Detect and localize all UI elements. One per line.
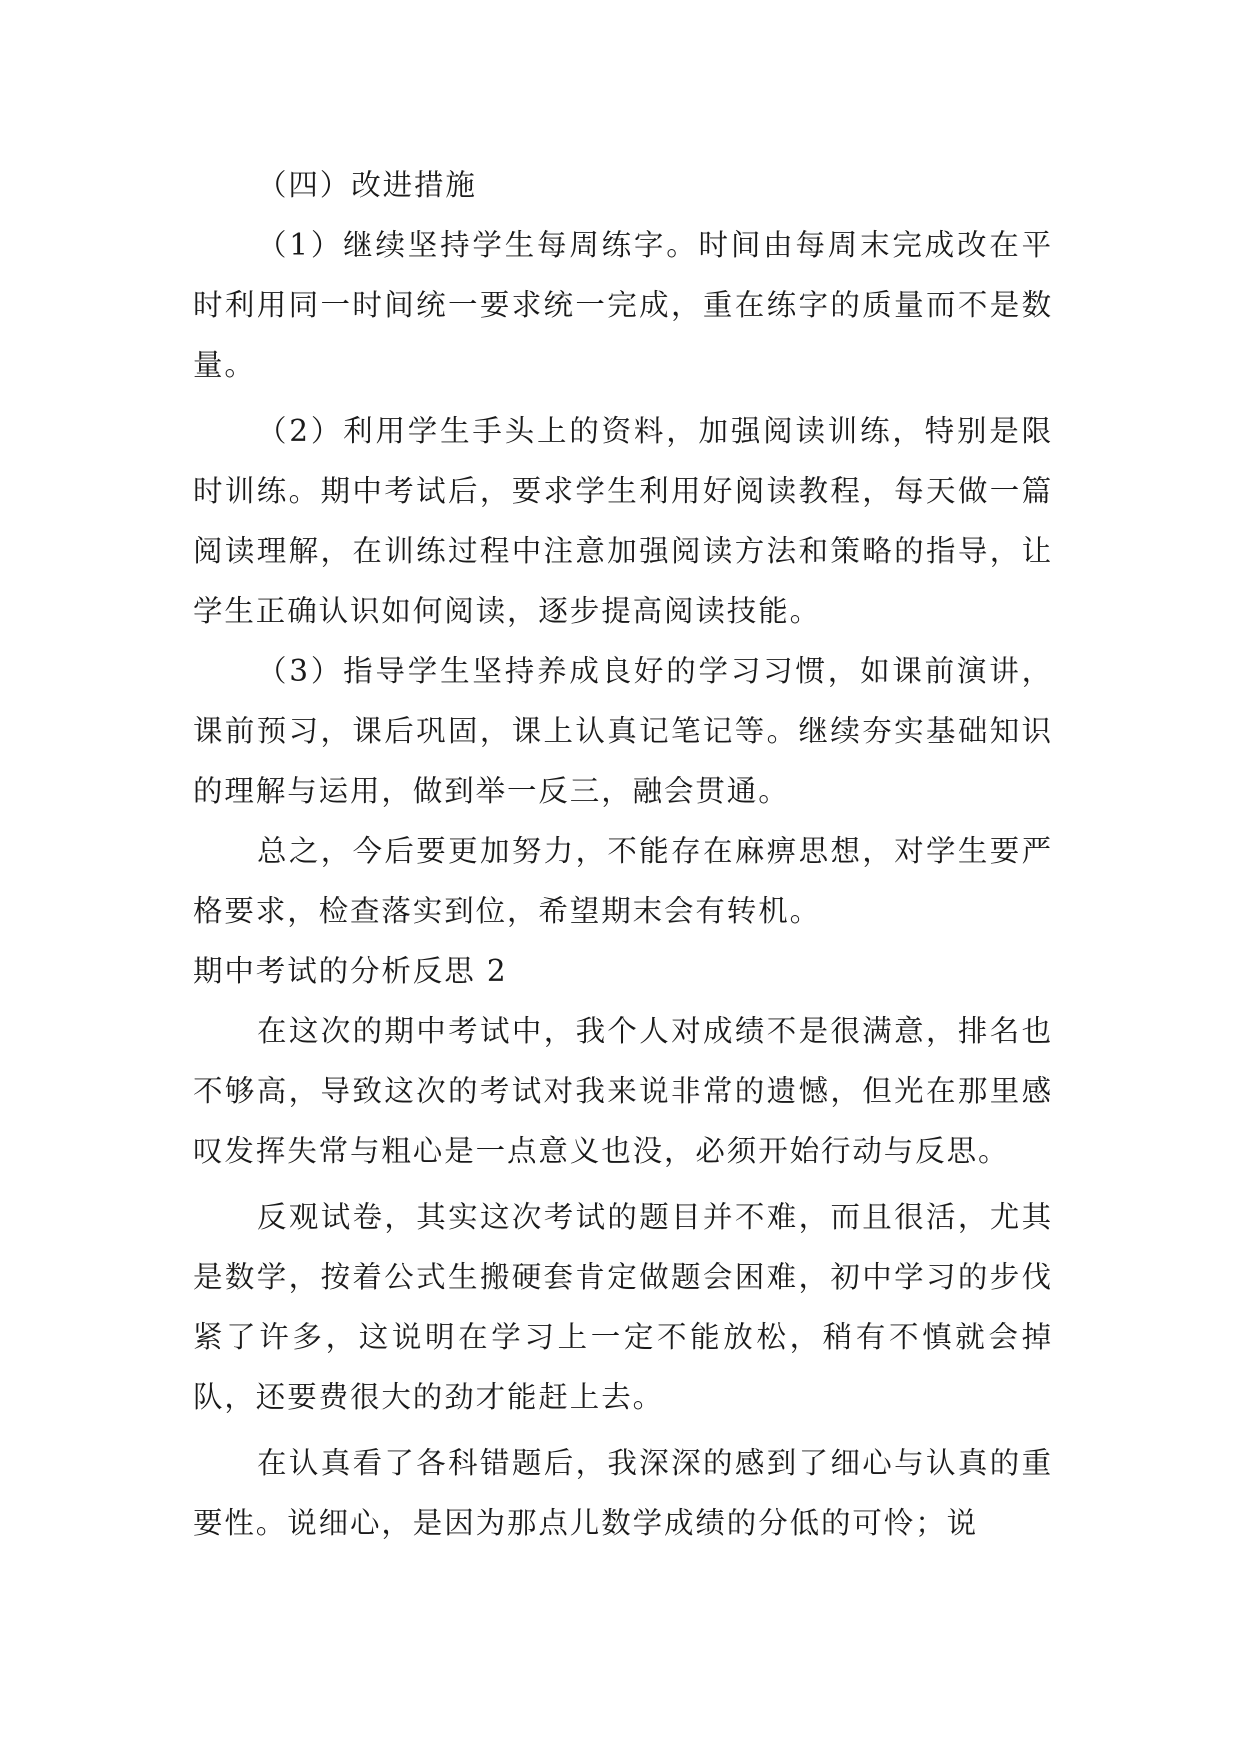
measure-paragraph-3: （3）指导学生坚持养成良好的学习习惯，如课前演讲，课前预习，课后巩固，课上认真记笔记等。继续夯实基础知识的理解与运用，做到举一反三，融会贯通。 xyxy=(193,654,1053,808)
reflection-paragraph-3: 在认真看了各科错题后，我深深的感到了细心与认真的重要性。说细心，是因为那点儿数学成绩的分低的可怜；说 xyxy=(193,1446,1053,1540)
measure-paragraph-2: （2）利用学生手头上的资料，加强阅读训练，特别是限时训练。期中考试后，要求学生利用好阅读教程，每天做一篇阅读理解，在训练过程中注意加强阅读方法和策略的指导，让学生正确认识如何阅读，逐步提高阅读技能。 xyxy=(193,414,1053,628)
reflection-paragraph-2: 反观试卷，其实这次考试的题目并不难，而且很活，尤其是数学，按着公式生搬硬套肯定做题会困难，初中学习的步伐紧了许多，这说明在学习上一定不能放松，稍有不慎就会掉队，还要费很大的劲才能赶上去。 xyxy=(193,1200,1053,1414)
summary-paragraph: 总之，今后要更加努力，不能存在麻痹思想，对学生要严格要求，检查落实到位，希望期末会有转机。 xyxy=(193,834,1053,928)
section-heading: （四）改进措施 xyxy=(257,168,477,202)
article-title: 期中考试的分析反思 2 xyxy=(193,954,508,988)
measure-paragraph-1: （1）继续坚持学生每周练字。时间由每周末完成改在平时利用同一时间统一要求统一完成，重在练字的质量而不是数量。 xyxy=(193,228,1053,382)
document-body xyxy=(193,155,1053,1553)
reflection-paragraph-1: 在这次的期中考试中，我个人对成绩不是很满意，排名也不够高，导致这次的考试对我来说非常的遗憾，但光在那里感叹发挥失常与粗心是一点意义也没，必须开始行动与反思。 xyxy=(193,1014,1053,1168)
